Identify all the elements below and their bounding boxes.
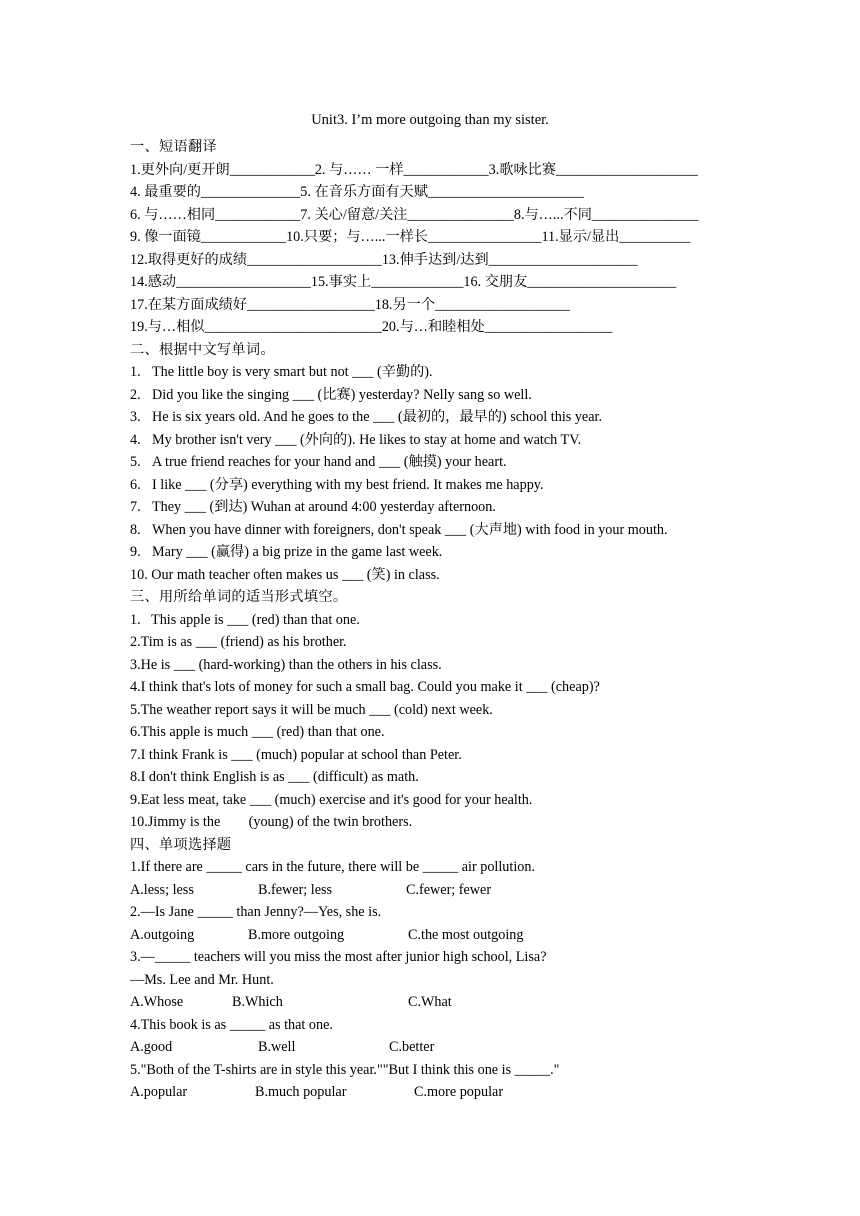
- mc-question-answer: —Ms. Lee and Mr. Hunt.: [130, 971, 274, 988]
- mc-question-stem: 3.—_____ teachers will you miss the most after junior high school, Lisa?: [130, 949, 547, 965]
- phrase-row: 17.在某方面成绩好__________________18.另一个___________________: [130, 296, 570, 313]
- option-a: A.outgoing: [130, 926, 195, 943]
- mc-options: [130, 924, 750, 947]
- fill-item: 2.Tim is as ___ (friend) as his brother.: [130, 634, 347, 650]
- option-c: C.What: [408, 994, 452, 1010]
- question-text: The little boy is very smart but not ___ (辛勤的).: [152, 364, 433, 380]
- question-text: 10. Our math teacher often makes us ___ (笑) in class.: [130, 566, 440, 583]
- question-text: A true friend reaches for your hand and ___ (触摸) your heart.: [152, 454, 507, 470]
- fill-item: 4.I think that's lots of money for such a small bag. Could you make it ___ (cheap)?: [130, 679, 600, 695]
- option-c: C.the most outgoing: [408, 926, 524, 943]
- option-b: B.much popular: [255, 1084, 347, 1100]
- option-a: A.good: [130, 1039, 173, 1055]
- section4-heading: 四、单项选择题: [130, 836, 232, 853]
- option-c: C.fewer; fewer: [406, 881, 492, 898]
- option-a: A.popular: [130, 1084, 188, 1100]
- section2-heading: 二、根据中文写单词。: [130, 341, 275, 358]
- question-text: They ___ (到达) Wuhan at around 4:00 yesterday afternoon.: [152, 499, 496, 515]
- question-item: [130, 519, 750, 542]
- fill-item: 7.I think Frank is ___ (much) popular at school than Peter.: [130, 746, 462, 763]
- question-item: [130, 384, 750, 407]
- option-a: A.Whose: [130, 994, 184, 1010]
- option-b: B.more outgoing: [248, 926, 345, 943]
- option-a: A.less; less: [130, 881, 194, 898]
- mc-question-stem: 5."Both of the T-shirts are in style this year.""But I think this one is _____.": [130, 1061, 560, 1078]
- question-item: [130, 496, 750, 519]
- option-b: B.fewer; less: [258, 881, 333, 898]
- phrase-row: 4. 最重要的______________5. 在音乐方面有天赋______________________: [130, 184, 585, 200]
- fill-item: 3.He is ___ (hard-working) than the others in his class.: [130, 656, 442, 673]
- question-item: [130, 451, 750, 474]
- question-text: He is six years old. And he goes to the ___ (最初的，最早的) school this year.: [152, 409, 603, 425]
- phrase-row: 6. 与……相同____________7. 关心/留意/关注_______________8.与…...不同_______________: [130, 206, 699, 223]
- option-b: B.well: [258, 1039, 296, 1055]
- question-item: [130, 429, 750, 452]
- fill-item: 10.Jimmy is the (young) of the twin brothers.: [130, 814, 413, 830]
- option-b: B.Which: [232, 994, 283, 1010]
- question-number: 8.: [130, 521, 141, 538]
- question-number: 4.: [130, 431, 141, 448]
- mc-question-stem: 1.If there are _____ cars in the future, there will be _____ air pollution.: [130, 859, 536, 875]
- question-item: [130, 474, 750, 497]
- fill-item: 9.Eat less meat, take ___ (much) exercise and it's good for your health.: [130, 791, 533, 808]
- mc-question-stem: 2.—Is Jane _____ than Jenny?—Yes, she is.: [130, 904, 382, 920]
- phrase-row: 19.与…相似_________________________20.与…和睦相处__________________: [130, 319, 613, 335]
- question-item: [130, 541, 750, 564]
- mc-options: [130, 1081, 750, 1104]
- phrase-row: 14.感动___________________15.事实上_____________16. 交朋友_____________________: [130, 274, 677, 290]
- question-text: I like ___ (分享) everything with my best friend. It makes me happy.: [152, 476, 544, 493]
- question-number: 2.: [130, 386, 141, 403]
- question-number: 3.: [130, 409, 141, 425]
- question-text: Mary ___ (赢得) a big prize in the game last week.: [152, 544, 443, 560]
- mc-question-stem: 4.This book is as _____ as that one.: [130, 1016, 333, 1033]
- document-title: Unit3. I’m more outgoing than my sister.: [311, 112, 549, 128]
- question-item: [130, 564, 750, 587]
- phrase-row: 9. 像一面镜____________10.只要；与…...一样长________________11.显示/显出__________: [130, 229, 691, 245]
- option-c: C.better: [389, 1039, 435, 1055]
- question-number: 9.: [130, 544, 141, 560]
- mc-options: [130, 1036, 750, 1059]
- option-c: C.more popular: [414, 1084, 504, 1100]
- question-number: 1.: [130, 364, 141, 380]
- phrase-row: 1.更外向/更开朗____________2. 与…… 一样____________3.歌咏比赛____________________: [130, 161, 698, 178]
- question-number: 6.: [130, 476, 141, 493]
- question-number: 5.: [130, 454, 141, 470]
- question-text: My brother isn't very ___ (外向的). He likes to stay at home and watch TV.: [152, 431, 582, 448]
- fill-item: 6.This apple is much ___ (red) than that one.: [130, 724, 385, 740]
- phrase-row: 12.取得更好的成绩___________________13.伸手达到/达到_____________________: [130, 251, 638, 268]
- worksheet-content: [130, 136, 750, 1104]
- question-item: [130, 406, 750, 429]
- question-number: 7.: [130, 499, 141, 515]
- fill-item: 8.I don't think English is as ___ (difficult) as math.: [130, 769, 419, 785]
- fill-item: 1. This apple is ___ (red) than that one.: [130, 611, 360, 628]
- fill-item: 5.The weather report says it will be much ___ (cold) next week.: [130, 701, 493, 718]
- mc-options: [130, 879, 750, 902]
- question-text: When you have dinner with foreigners, don't speak ___ (大声地) with food in your mouth.: [152, 521, 668, 538]
- question-text: Did you like the singing ___ (比赛) yesterday? Nelly sang so well.: [152, 386, 532, 403]
- question-item: [130, 361, 750, 384]
- mc-options: [130, 991, 750, 1014]
- section1-heading: 一、短语翻译: [130, 139, 217, 155]
- section3-heading: 三、用所给单词的适当形式填空。: [130, 589, 348, 605]
